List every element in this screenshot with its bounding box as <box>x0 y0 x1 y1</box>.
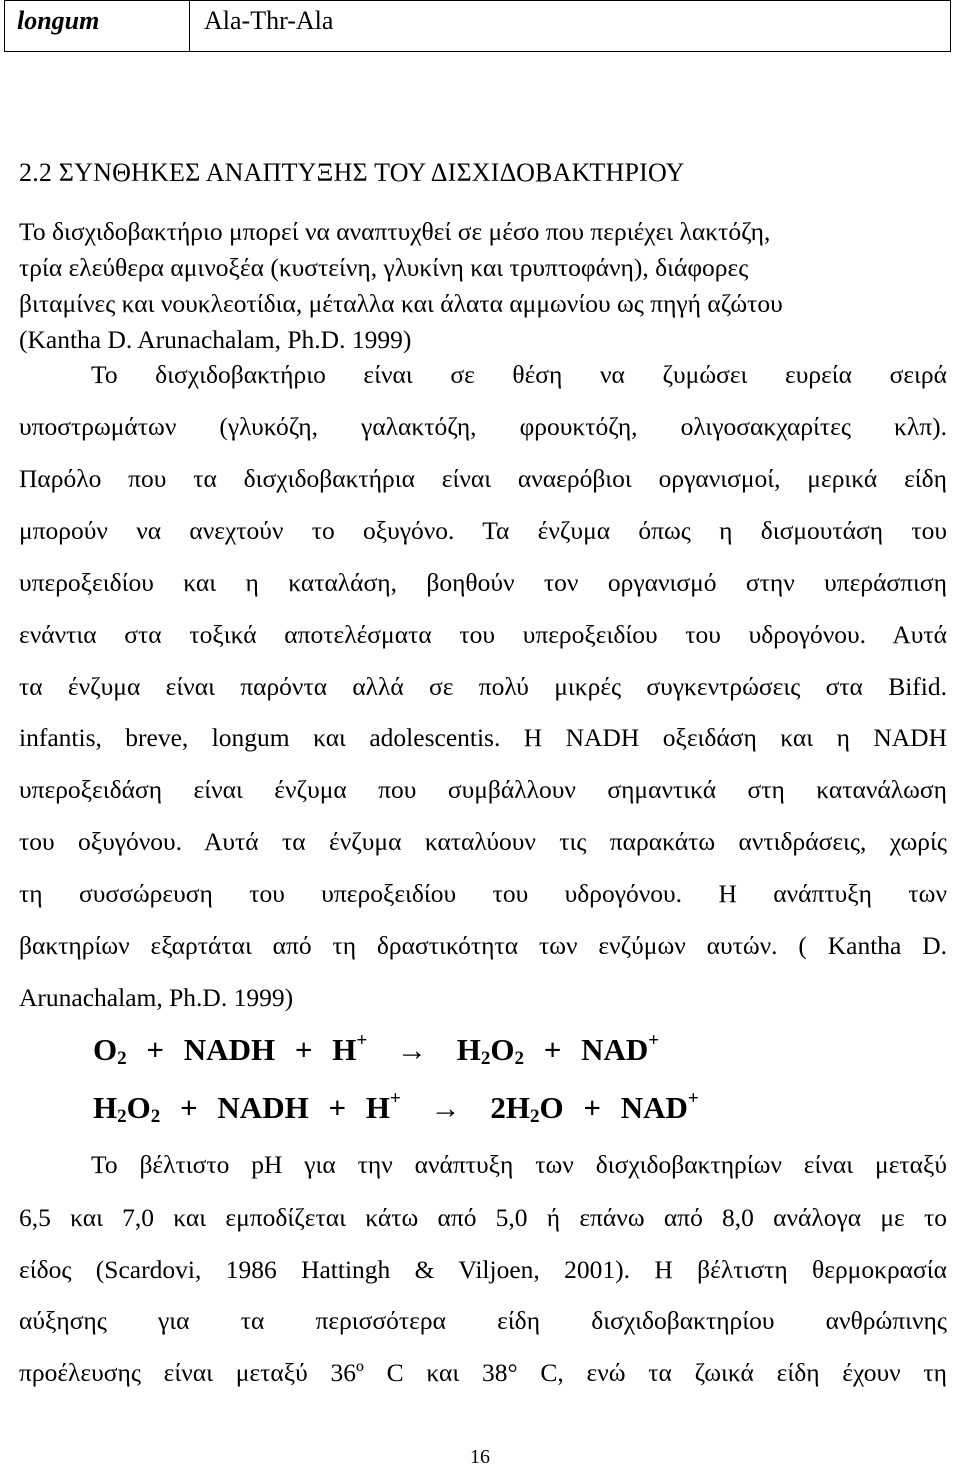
paragraph-line: υπεροξειδίου και η καταλάση, βοηθούν τον οργανισμό στην υπεράσπιση <box>19 568 947 597</box>
paragraph-line: Το βέλτιστο pH για την ανάπτυξη των δισχιδοβακτηρίων είναι μεταξύ <box>91 1150 947 1179</box>
eq-superscript: + <box>390 1088 401 1109</box>
eq-plus: + <box>328 1090 347 1125</box>
paragraph-line: προέλευσης είναι μεταξύ 36º C και 38° C, ενώ τα ζωικά είδη έχουν τη <box>19 1358 947 1387</box>
paragraph-line: τα ένζυμα είναι παρόντα αλλά σε πολύ μικρές συγκεντρώσεις στα Bifid. <box>19 672 947 701</box>
eq-term: O <box>93 1032 118 1067</box>
eq-plus: + <box>583 1090 601 1125</box>
eq-subscript: 2 <box>514 1048 524 1069</box>
paragraph-line: Παρόλο που τα δισχιδοβακτήρια είναι αναερόβιοι οργανισμοί, μερικά είδη <box>19 464 947 493</box>
paragraph-line: υποστρωμάτων (γλυκόζη, γαλακτόζη, φρουκτόζη, ολιγοσακχαρίτες κλπ). <box>19 412 947 441</box>
table-cell-sequence: Ala-Thr-Ala <box>204 6 334 35</box>
eq-subscript: 2 <box>117 1106 127 1127</box>
eq-term: NAD <box>620 1090 688 1125</box>
eq-plus: + <box>294 1032 313 1067</box>
eq-term: H <box>365 1090 390 1125</box>
eq-subscript: 2 <box>480 1048 491 1069</box>
paragraph-line: Arunachalam, Ph.D. 1999) <box>19 983 294 1012</box>
paragraph-line: Το δισχιδοβακτήριο είναι σε θέση να ζυμώσει ευρεία σειρά <box>91 360 947 389</box>
eq-plus: + <box>543 1032 562 1067</box>
paragraph-line: ενάντια στα τοξικά αποτελέσματα του υπεροξειδίου του υδρογόνου. Αυτά <box>19 620 947 649</box>
eq-term: H <box>93 1090 118 1125</box>
eq-plus: + <box>146 1032 165 1067</box>
paragraph-line: 6,5 και 7,0 και εμποδίζεται κάτω από 5,0 ή επάνω από 8,0 ανάλογα με το <box>19 1203 947 1232</box>
paragraph-line: βακτηρίων εξαρτάται από τη δραστικότητα των ενζύμων αυτών. ( Kantha D. <box>19 931 947 960</box>
paragraph-line: υπεροξειδάση είναι ένζυμα που συμβάλλουν σημαντικά στη κατανάλωση <box>19 775 947 804</box>
paragraph-line: infantis, breve, longum και adolescentis. Η NADH οξειδάση και η NADH <box>19 723 947 752</box>
table-cell-strain: longum <box>5 1 190 51</box>
reaction-equation-2 <box>93 1088 699 1128</box>
eq-subscript: 2 <box>117 1048 127 1069</box>
section-heading: 2.2 ΣΥΝΘΗΚΕΣ ΑΝΑΠΤΥΞΗΣ ΤΟΥ ΔΙΣΧΙΔΟΒΑΚΤΗΡΙΟΥ <box>19 158 685 187</box>
paragraph-line: αύξησης για τα περισσότερα είδη δισχιδοβακτηρίου ανθρώπινης <box>19 1306 947 1335</box>
eq-term: NADH <box>183 1032 276 1067</box>
eq-subscript: 2 <box>529 1106 540 1127</box>
eq-subscript: 2 <box>150 1106 161 1127</box>
eq-superscript: + <box>648 1030 660 1051</box>
header-table <box>4 0 951 52</box>
eq-plus: + <box>180 1090 198 1125</box>
eq-term: O <box>126 1090 151 1125</box>
paragraph-line: (Kantha D. Arunachalam, Ph.D. 1999) <box>19 325 412 354</box>
eq-superscript: + <box>687 1088 699 1109</box>
reaction-equation-1 <box>93 1030 659 1070</box>
paragraph-line: Το δισχιδοβακτήριο μπορεί να αναπτυχθεί σε μέσο που περιέχει λακτόζη, <box>19 217 771 246</box>
eq-term: 2H <box>490 1090 530 1125</box>
eq-term: H <box>456 1032 481 1067</box>
paragraph-line: είδος (Scardovi, 1986 Hattingh & Viljoen, 2001). Η βέλτιστη θερμοκρασία <box>19 1255 947 1284</box>
eq-term: O <box>539 1090 564 1125</box>
eq-term: NAD <box>581 1032 649 1067</box>
eq-term: NADH <box>217 1090 309 1125</box>
paragraph-line: μπορούν να ανεχτούν το οξυγόνο. Τα ένζυμα όπως η δισμουτάση του <box>19 516 947 545</box>
paragraph-line: τρία ελεύθερα αμινοξέα (κυστείνη, γλυκίνη και τρυπτοφάνη), διάφορες <box>19 253 749 282</box>
paragraph-line: τη συσσώρευση του υπεροξειδίου του υδρογόνου. Η ανάπτυξη των <box>19 879 947 908</box>
reaction-arrow-icon: → <box>396 1034 427 1067</box>
eq-term: O <box>490 1032 515 1067</box>
paragraph-line: του οξυγόνου. Αυτά τα ένζυμα καταλύουν τις παρακάτω αντιδράσεις, χωρίς <box>19 827 947 856</box>
page-number: 16 <box>470 1446 490 1468</box>
eq-term: H <box>332 1032 357 1067</box>
paragraph-line: βιταμίνες και νουκλεοτίδια, μέταλλα και άλατα αμμωνίου ως πηγή αζώτου <box>19 289 783 318</box>
reaction-arrow-icon: → <box>430 1092 461 1125</box>
eq-superscript: + <box>356 1030 368 1051</box>
